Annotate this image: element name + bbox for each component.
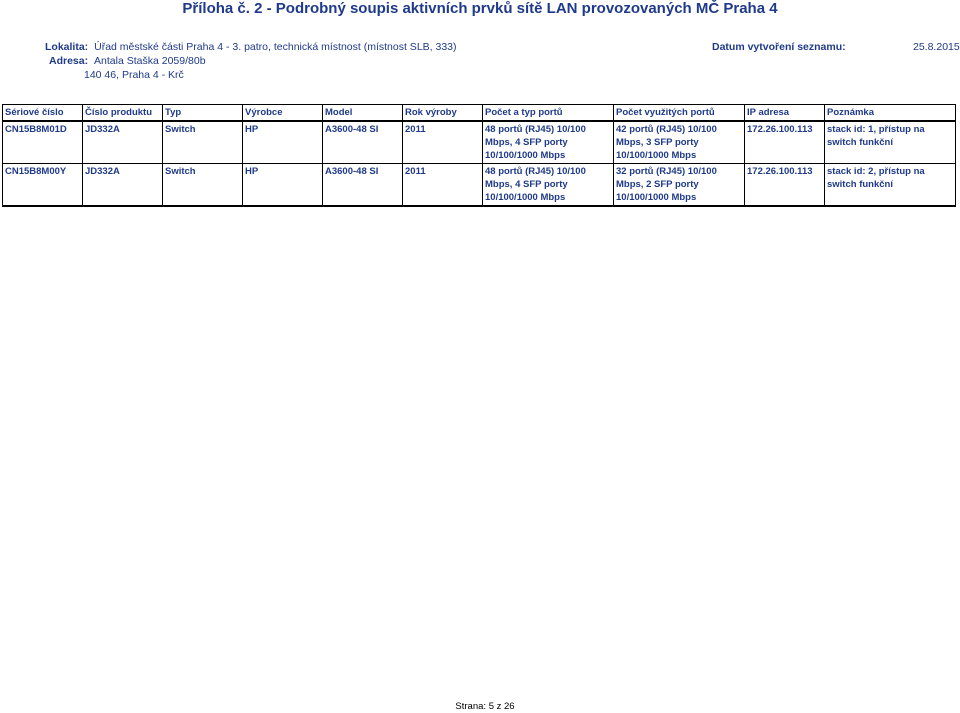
cell-ports: 48 portů (RJ45) 10/100 Mbps, 4 SFP porty 10/100/1000 Mbps xyxy=(483,164,614,207)
col-header-year: Rok výroby xyxy=(403,105,483,122)
col-header-note: Poznámka xyxy=(825,105,956,122)
cell-year: 2011 xyxy=(403,164,483,207)
table-row xyxy=(3,164,956,207)
address-row xyxy=(49,54,206,68)
col-header-type: Typ xyxy=(163,105,243,122)
cell-year: 2011 xyxy=(403,121,483,164)
col-header-used-ports: Počet využitých portů xyxy=(614,105,745,122)
cell-note: stack id: 2, přístup na switch funkční xyxy=(825,164,956,207)
date-label: Datum vytvoření seznamu: xyxy=(712,41,846,53)
cell-ip: 172.26.100.113 xyxy=(745,121,825,164)
cell-type: Switch xyxy=(163,121,243,164)
cell-used-ports: 42 portů (RJ45) 10/100 Mbps, 3 SFP porty 10/100/1000 Mbps xyxy=(614,121,745,164)
cell-type: Switch xyxy=(163,164,243,207)
cell-used-ports: 32 portů (RJ45) 10/100 Mbps, 2 SFP porty 10/100/1000 Mbps xyxy=(614,164,745,207)
cell-note: stack id: 1, přístup na switch funkční xyxy=(825,121,956,164)
address-line1: Antala Staška 2059/80b xyxy=(94,55,206,67)
cell-vendor: HP xyxy=(243,121,323,164)
cell-product: JD332A xyxy=(83,164,163,207)
table-header-row xyxy=(3,105,956,122)
col-header-model: Model xyxy=(323,105,403,122)
date-value: 25.8.2015 xyxy=(913,41,960,53)
table-row xyxy=(3,121,956,164)
address-line2: 140 46, Praha 4 - Krč xyxy=(84,69,184,81)
location-label: Lokalita: xyxy=(45,41,89,53)
cell-ip: 172.26.100.113 xyxy=(745,164,825,207)
location-row xyxy=(45,40,457,54)
devices-table xyxy=(2,104,956,207)
cell-serial: CN15B8M01D xyxy=(3,121,83,164)
location-value: Úřad městské části Praha 4 - 3. patro, technická místnost (místnost SLB, 333) xyxy=(94,41,457,53)
page-number: Strana: 5 z 26 xyxy=(455,701,515,712)
cell-serial: CN15B8M00Y xyxy=(3,164,83,207)
col-header-ports: Počet a typ portů xyxy=(483,105,614,122)
col-header-product: Číslo produktu xyxy=(83,105,163,122)
col-header-vendor: Výrobce xyxy=(243,105,323,122)
cell-product: JD332A xyxy=(83,121,163,164)
col-header-ip: IP adresa xyxy=(745,105,825,122)
document-title: Příloha č. 2 - Podrobný soupis aktivních prvků sítě LAN provozovaných MČ Praha 4 xyxy=(182,0,778,17)
cell-model: A3600-48 SI xyxy=(323,121,403,164)
cell-model: A3600-48 SI xyxy=(323,164,403,207)
cell-vendor: HP xyxy=(243,164,323,207)
col-header-serial: Sériové číslo xyxy=(3,105,83,122)
cell-ports: 48 portů (RJ45) 10/100 Mbps, 4 SFP porty 10/100/1000 Mbps xyxy=(483,121,614,164)
address-label: Adresa: xyxy=(49,55,89,67)
